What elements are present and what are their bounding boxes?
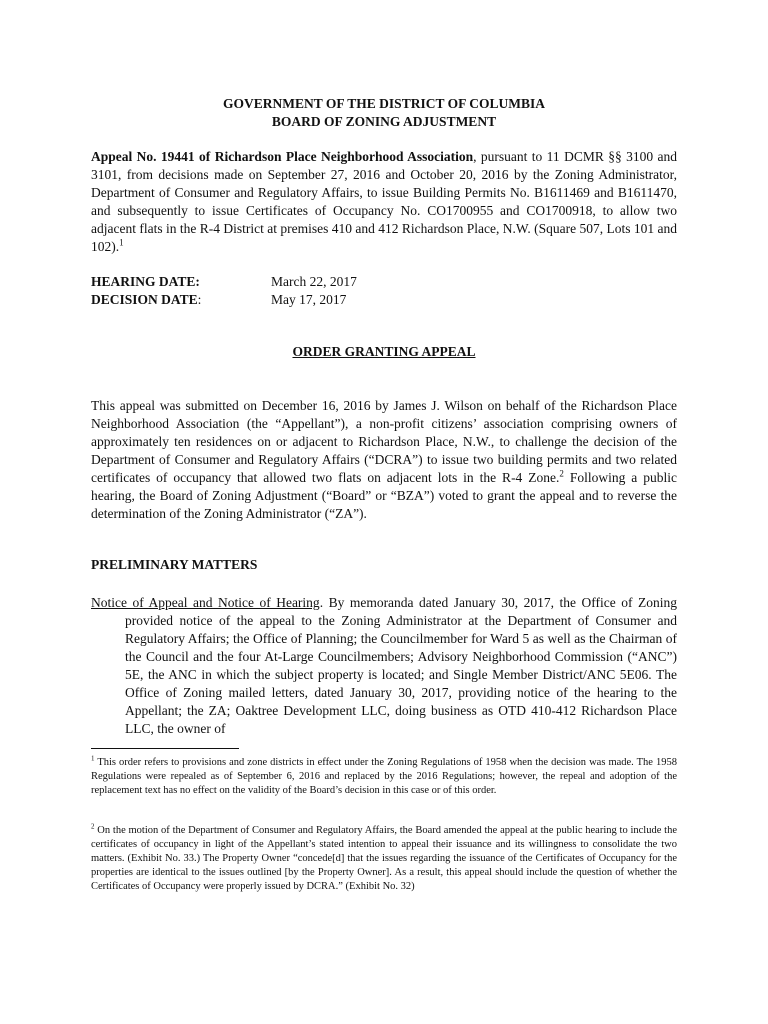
footnote-1-text: This order refers to provisions and zone districts in effect under the Zoning Regulations of 1958 when the decision was made. The 1958 Regulations were repealed as of September 6, 2016 and replaced by the 2016 Regulations; however, the repeal and adoption of the replacement text has no effect on the validity of the Board’s decision in this case or of this order. — [91, 757, 677, 796]
appeal-title: Appeal No. 19441 of Richardson Place Neighborhood Association — [91, 149, 474, 164]
decision-date-label: DECISION DATE — [91, 292, 198, 307]
board-name: BOARD OF ZONING ADJUSTMENT — [271, 114, 497, 129]
decision-date-colon: : — [197, 292, 202, 307]
footnote-divider — [91, 748, 239, 749]
appeal-caption — [91, 148, 677, 256]
footnote-ref-2: 2 — [559, 468, 564, 479]
dates-block — [91, 273, 357, 309]
hearing-date-label: HEARING DATE: — [91, 274, 200, 289]
footnote-1 — [91, 756, 677, 798]
decision-date-row — [91, 291, 357, 309]
footnote-ref-1: 1 — [119, 237, 124, 248]
intro-part-1: This appeal was submitted on December 16, 2016 by James J. Wilson on behalf of the Richardson Place Neighborhood Association (the “Appellant”), a non-profit citizens’ association comprising owners of approximately ten residences on or adjacent to Richardson Place, N.W., to challenge the decision of the Department of Consumer and Regulatory Affairs (“DCRA”) to issue two building permits and two related certificates of occupancy that allowed two flats on adjacent lots in the R-4 Zone. — [91, 398, 677, 485]
decision-date-value: May 17, 2017 — [271, 292, 347, 307]
footnote-2-number: 2 — [91, 822, 95, 831]
footnote-2 — [91, 824, 677, 894]
order-title: ORDER GRANTING APPEAL — [292, 344, 476, 359]
appeal-text: , pursuant to 11 DCMR §§ 3100 and 3101, from decisions made on September 27, 2016 and October 20, 2016 by the Zoning Administrator, Department of Consumer and Regulatory Affairs, to issue Building Permits No. B1611469 and B1611470, and subsequently to issue Certificates of Occupancy No. CO1700955 and CO1700918, to allow two adjacent flats in the R-4 District at premises 410 and 412 Richardson Place, N.W. (Square 507, Lots 101 and 102). — [91, 149, 677, 254]
notice-text: . By memoranda dated January 30, 2017, the Office of Zoning provided notice of the appeal to the Zoning Administrator at the Department of Consumer and Regulatory Affairs; the Office of Planning; the Councilmember for Ward 5 as well as the Chairman of the Council and the four At-Large Councilmembers; Advisory Neighborhood Commission (“ANC”) 5E, the ANC in which the subject property is located; and Single Member District/ANC 5E06. The Office of Zoning mailed letters, dated January 30, 2017, providing notice of the hearing to the Appellant; the ZA; Oaktree Development LLC, doing business as OTD 410-412 Richardson Place LLC, the owner of — [125, 595, 677, 736]
preliminary-matters-heading: PRELIMINARY MATTERS — [91, 557, 258, 572]
footnote-1-number: 1 — [91, 754, 95, 763]
notice-title: Notice of Appeal and Notice of Hearing — [91, 595, 320, 610]
hearing-date-row — [91, 273, 357, 291]
intro-paragraph — [91, 397, 677, 523]
footnote-2-text: On the motion of the Department of Consumer and Regulatory Affairs, the Board amended the appeal at the public hearing to include the certificates of occupancy in light of the Appellant’s stated intention to appeal their issuance and its willingness to consolidate the two matters. (Exhibit No. 33.) The Property Owner “concede[d] that the issues regarding the issuance of the Certificates of Occupancy for the properties are identical to the issues outlined [by the Property Owner]. As a result, this appeal should include the question of whether the Certificates of Occupancy were properly issued by DCRA.” (Exhibit No. 32) — [91, 825, 677, 892]
agency-name: GOVERNMENT OF THE DISTRICT OF COLUMBIA — [223, 96, 545, 111]
decision-date-label-wrap — [91, 291, 271, 309]
notice-paragraph — [91, 594, 677, 738]
hearing-date-value: March 22, 2017 — [271, 274, 357, 289]
intro-part-2: Following a public hearing, the Board of Zoning Adjustment (“Board” or “BZA”) voted to grant the appeal and to reverse the determination of the Zoning Administrator (“ZA”). — [91, 470, 677, 521]
